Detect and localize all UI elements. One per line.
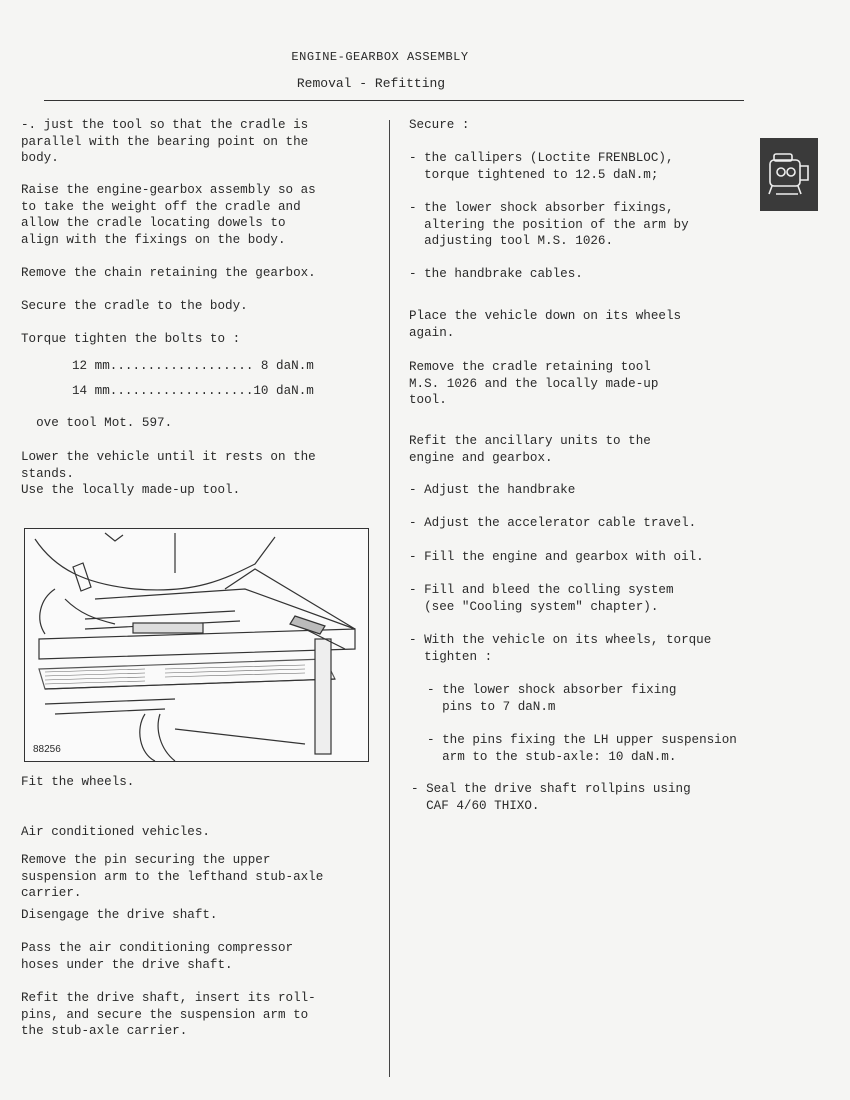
- paragraph-refit-ancillary: Refit the ancillary units to the engine and gearbox.: [409, 434, 651, 465]
- bullet-adjust-handbrake: - Adjust the handbrake: [409, 483, 576, 497]
- figure-number: 88256: [33, 744, 61, 755]
- paragraph-air-conditioned: Air conditioned vehicles.: [21, 825, 210, 839]
- bullet-fill-cooling: - Fill and bleed the colling system (see "Cooling system" chapter).: [409, 583, 674, 614]
- page-subtitle: Removal - Refitting: [296, 76, 446, 91]
- bullet-handbrake-cables: - the handbrake cables.: [409, 267, 583, 281]
- paragraph-raise-assembly: Raise the engine-gearbox assembly so as to take the weight off the cradle and allow the cradle locating dowels to align with the fixings on the body.: [21, 183, 316, 247]
- paragraph-refit-shaft: Refit the drive shaft, insert its roll- pins, and secure the suspension arm to the stub-axle carrier.: [21, 991, 316, 1038]
- bullet-torque-on-wheels: - With the vehicle on its wheels, torque tighten :: [409, 633, 712, 664]
- torque-spec-14mm: 14 mm...................10 daN.m: [72, 384, 314, 398]
- paragraph-secure-cradle: Secure the cradle to the body.: [21, 299, 248, 313]
- paragraph-place-vehicle: Place the vehicle down on its wheels again.: [409, 309, 682, 340]
- paragraph-adjust-tool: -. just the tool so that the cradle is parallel with the bearing point on the body.: [21, 118, 309, 165]
- subbullet-suspension-pins: - the pins fixing the LH upper suspension arm to the stub-axle: 10 daN.m.: [427, 733, 737, 764]
- paragraph-remove-tool: ove tool Mot. 597.: [21, 416, 173, 430]
- bullet-adjust-accelerator: - Adjust the accelerator cable travel.: [409, 516, 697, 530]
- header-rule: [44, 100, 744, 101]
- bullet-fill-oil: - Fill the engine and gearbox with oil.: [409, 550, 704, 564]
- column-divider: [389, 120, 390, 1077]
- subbullet-shock-pins: - the lower shock absorber fixing pins to 7 daN.m: [427, 683, 677, 714]
- paragraph-pass-hoses: Pass the air conditioning compressor hoses under the drive shaft.: [21, 941, 294, 972]
- paragraph-lower-vehicle: Lower the vehicle until it rests on the stands. Use the locally made-up tool.: [21, 450, 316, 497]
- bullet-callipers: - the callipers (Loctite FRENBLOC), torque tightened to 12.5 daN.m;: [409, 151, 674, 182]
- engine-section-tab-icon: [760, 138, 818, 211]
- paragraph-fit-wheels: Fit the wheels.: [21, 775, 135, 789]
- bullet-shock-absorber: - the lower shock absorber fixings, altering the position of the arm by adjusting tool M.S. 1026.: [409, 201, 689, 248]
- paragraph-remove-chain: Remove the chain retaining the gearbox.: [21, 266, 316, 280]
- torque-spec-12mm: 12 mm................... 8 daN.m: [72, 359, 314, 373]
- technical-illustration: [24, 528, 369, 762]
- paragraph-remove-cradle-tool: Remove the cradle retaining tool M.S. 1026 and the locally made-up tool.: [409, 360, 659, 407]
- page-title: ENGINE-GEARBOX ASSEMBLY: [291, 50, 469, 64]
- paragraph-remove-pin: Remove the pin securing the upper suspension arm to the lefthand stub-axle carrier.: [21, 853, 324, 900]
- bullet-seal-rollpins: - Seal the drive shaft rollpins using CAF 4/60 THIXO.: [411, 782, 691, 813]
- paragraph-torque-bolts: Torque tighten the bolts to :: [21, 332, 241, 346]
- paragraph-disengage-shaft: Disengage the drive shaft.: [21, 908, 218, 922]
- paragraph-secure: Secure :: [409, 118, 470, 132]
